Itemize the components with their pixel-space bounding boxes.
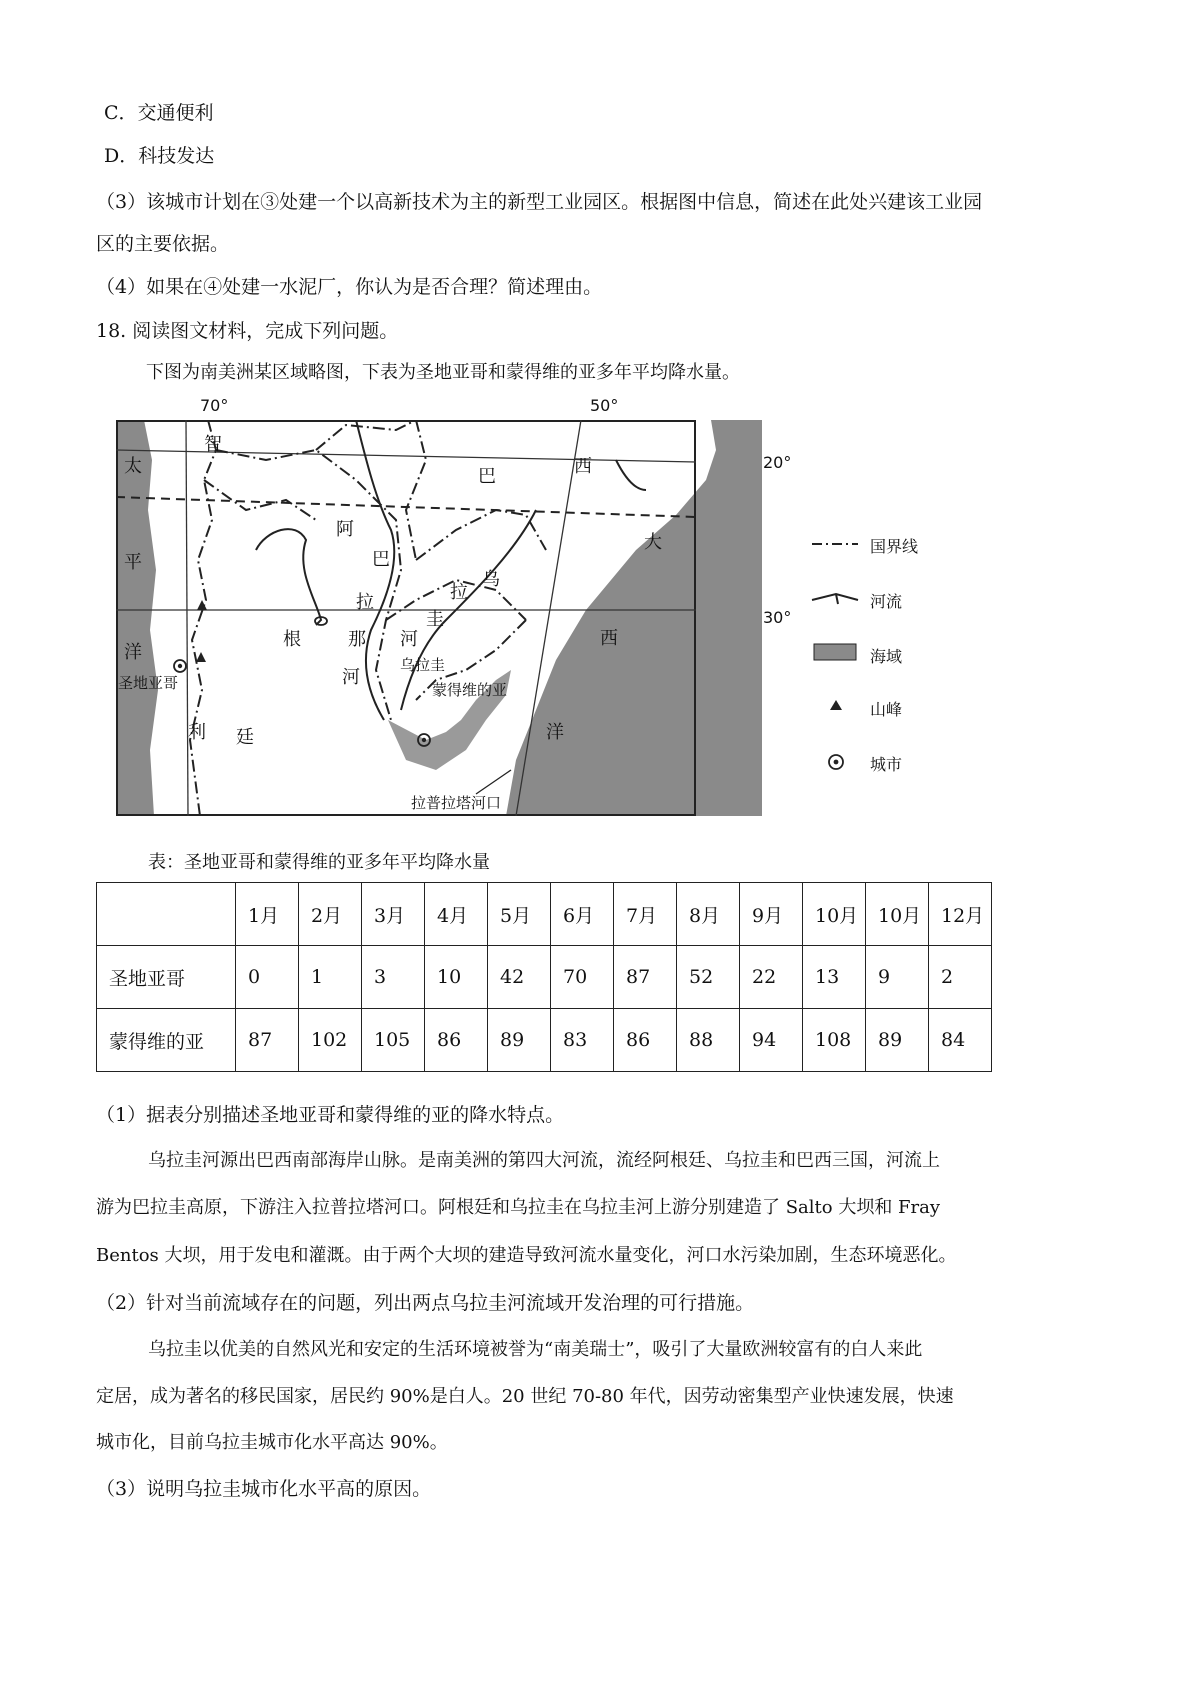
legend-sea-label: 海域 [870,647,903,666]
label-chile-1: 智 [204,434,222,455]
table-month-header: 10月 [866,883,929,946]
table-cell: 9 [866,946,929,1009]
legend-peak-label: 山峰 [870,700,903,719]
table-month-header: 3月 [362,883,425,946]
label-lat-20: 20° [763,453,792,472]
label-pacific-2: 平 [124,552,142,573]
meridian-70 [186,420,188,816]
table-header-row [97,883,992,946]
passage-1-line3: Bentos 大坝，用于发电和灌溉。由于两个大坝的建造导致河流水量变化，河口水污染加剧，生态环境恶化。 [96,1245,957,1266]
table-month-header: 8月 [677,883,740,946]
table-cell: 88 [677,1009,740,1072]
table-month-header: 2月 [299,883,362,946]
label-santiago: 圣地亚哥 [118,674,179,692]
legend-peak-symbol [830,700,842,710]
label-brazil-1: 巴 [478,466,496,487]
table-cell: 22 [740,946,803,1009]
table-cell: 87 [614,946,677,1009]
label-uruguay-river-4: 河 [400,629,418,650]
legend-river-label: 河流 [870,592,903,611]
label-lon-70: 70° [200,396,229,415]
table-row-header: 蒙得维的亚 [97,1009,236,1072]
table-cell: 94 [740,1009,803,1072]
table-cell: 70 [551,946,614,1009]
label-montevideo: 蒙得维的亚 [432,681,508,699]
passage-1-line2: 游为巴拉圭高原，下游注入拉普拉塔河口。阿根廷和乌拉圭在乌拉圭河上游分别建造了 Salto 大坝和 Fray [96,1197,941,1218]
question-18-1: （1）据表分别描述圣地亚哥和蒙得维的亚的降水特点。 [96,1104,565,1126]
table-cell: 52 [677,946,740,1009]
label-lon-50: 50° [590,396,619,415]
label-atlantic-2: 西 [600,628,618,649]
label-estuary: 拉普拉塔河口 [411,794,502,812]
passage-2-line1: 乌拉圭以优美的自然风光和安定的生活环境被誉为“南美瑞士”，吸引了大量欧洲较富有的白人来此 [148,1339,923,1360]
legend-city-label: 城市 [870,755,903,774]
table-cell: 105 [362,1009,425,1072]
table-month-header: 4月 [425,883,488,946]
question-18-3: （3）说明乌拉圭城市化水平高的原因。 [96,1478,432,1500]
south-america-map [116,420,762,816]
precipitation-table [96,882,992,1072]
label-pacific-1: 太 [124,456,142,477]
label-parana-4: 河 [342,667,360,688]
table-cell: 13 [803,946,866,1009]
option-c: C．交通便利 [104,102,214,124]
label-atlantic-1: 大 [644,532,662,553]
question-18-title: 18. 阅读图文材料，完成下列问题。 [96,320,399,342]
question-17-3-line2: 区的主要依据。 [96,233,230,255]
label-argentina-3: 廷 [236,727,254,748]
parallel-20 [116,450,696,462]
table-cell: 108 [803,1009,866,1072]
estuary-pointer [476,770,511,794]
label-argentina-2: 根 [283,629,301,650]
table-cell: 89 [866,1009,929,1072]
table-cell: 87 [236,1009,299,1072]
option-d: D．科技发达 [104,145,215,167]
table-month-header: 5月 [488,883,551,946]
question-18-intro: 下图为南美洲某区域略图，下表为圣地亚哥和蒙得维的亚多年平均降水量。 [146,362,740,383]
table-caption: 表：圣地亚哥和蒙得维的亚多年平均降水量 [148,852,490,873]
table-cell: 89 [488,1009,551,1072]
label-chile-2: 利 [188,722,206,743]
label-uruguay-river-1: 乌 [482,569,500,590]
question-17-3-line1: （3）该城市计划在③处建一个以高新技术为主的新型工业园区。根据图中信息，简述在此处兴建该工业园 [96,191,983,213]
table-cell: 1 [299,946,362,1009]
passage-2-line3: 城市化，目前乌拉圭城市化水平高达 90%。 [96,1432,448,1453]
label-uruguay-river-3: 圭 [426,609,444,630]
legend-border-label: 国界线 [870,537,919,556]
label-uruguay-river-2: 拉 [450,582,468,603]
passage-1-line1: 乌拉圭河源出巴西南部海岸山脉。是南美洲的第四大河流，流经阿根廷、乌拉圭和巴西三国，河流上 [148,1150,940,1171]
label-parana-3: 那 [348,629,366,650]
table-month-header: 6月 [551,883,614,946]
table-cell: 83 [551,1009,614,1072]
table-cell: 42 [488,946,551,1009]
table-row [97,946,992,1009]
table-month-header: 7月 [614,883,677,946]
legend-sea-symbol [814,644,856,660]
table-cell: 86 [614,1009,677,1072]
table-month-header: 9月 [740,883,803,946]
label-brazil-2: 西 [574,456,592,477]
table-cell: 0 [236,946,299,1009]
peak-marker-2 [196,652,206,662]
table-cell: 102 [299,1009,362,1072]
table-month-header: 1月 [236,883,299,946]
table-cell: 2 [929,946,992,1009]
label-uruguay-country: 乌拉圭 [400,656,446,674]
table-row-header: 圣地亚哥 [97,946,236,1009]
santiago-marker-dot [178,664,182,668]
table-corner-cell [97,883,236,946]
legend-river-symbol [812,594,858,604]
label-parana-1: 巴 [372,549,390,570]
label-argentina-1: 阿 [336,519,354,540]
table-month-header: 12月 [929,883,992,946]
pacific-sea [116,420,158,816]
table-cell: 84 [929,1009,992,1072]
table-cell: 86 [425,1009,488,1072]
table-cell: 3 [362,946,425,1009]
passage-2-line2: 定居，成为著名的移民国家，居民约 90%是白人。20 世纪 70-80 年代，因劳动密集型产业快速发展，快速 [96,1386,954,1407]
label-parana-2: 拉 [356,592,374,613]
label-atlantic-3: 洋 [546,722,564,743]
legend-city-symbol-dot [834,760,839,765]
table-cell: 10 [425,946,488,1009]
peak-marker-1 [197,600,207,610]
table-row [97,1009,992,1072]
question-18-2: （2）针对当前流域存在的问题，列出两点乌拉圭河流域开发治理的可行措施。 [96,1292,755,1314]
label-lat-30: 30° [763,608,792,627]
label-pacific-3: 洋 [124,642,142,663]
table-month-header: 10月 [803,883,866,946]
question-17-4: （4）如果在④处建一水泥厂，你认为是否合理？简述理由。 [96,276,603,298]
montevideo-marker-dot [422,738,426,742]
atlantic-sea [506,420,762,816]
